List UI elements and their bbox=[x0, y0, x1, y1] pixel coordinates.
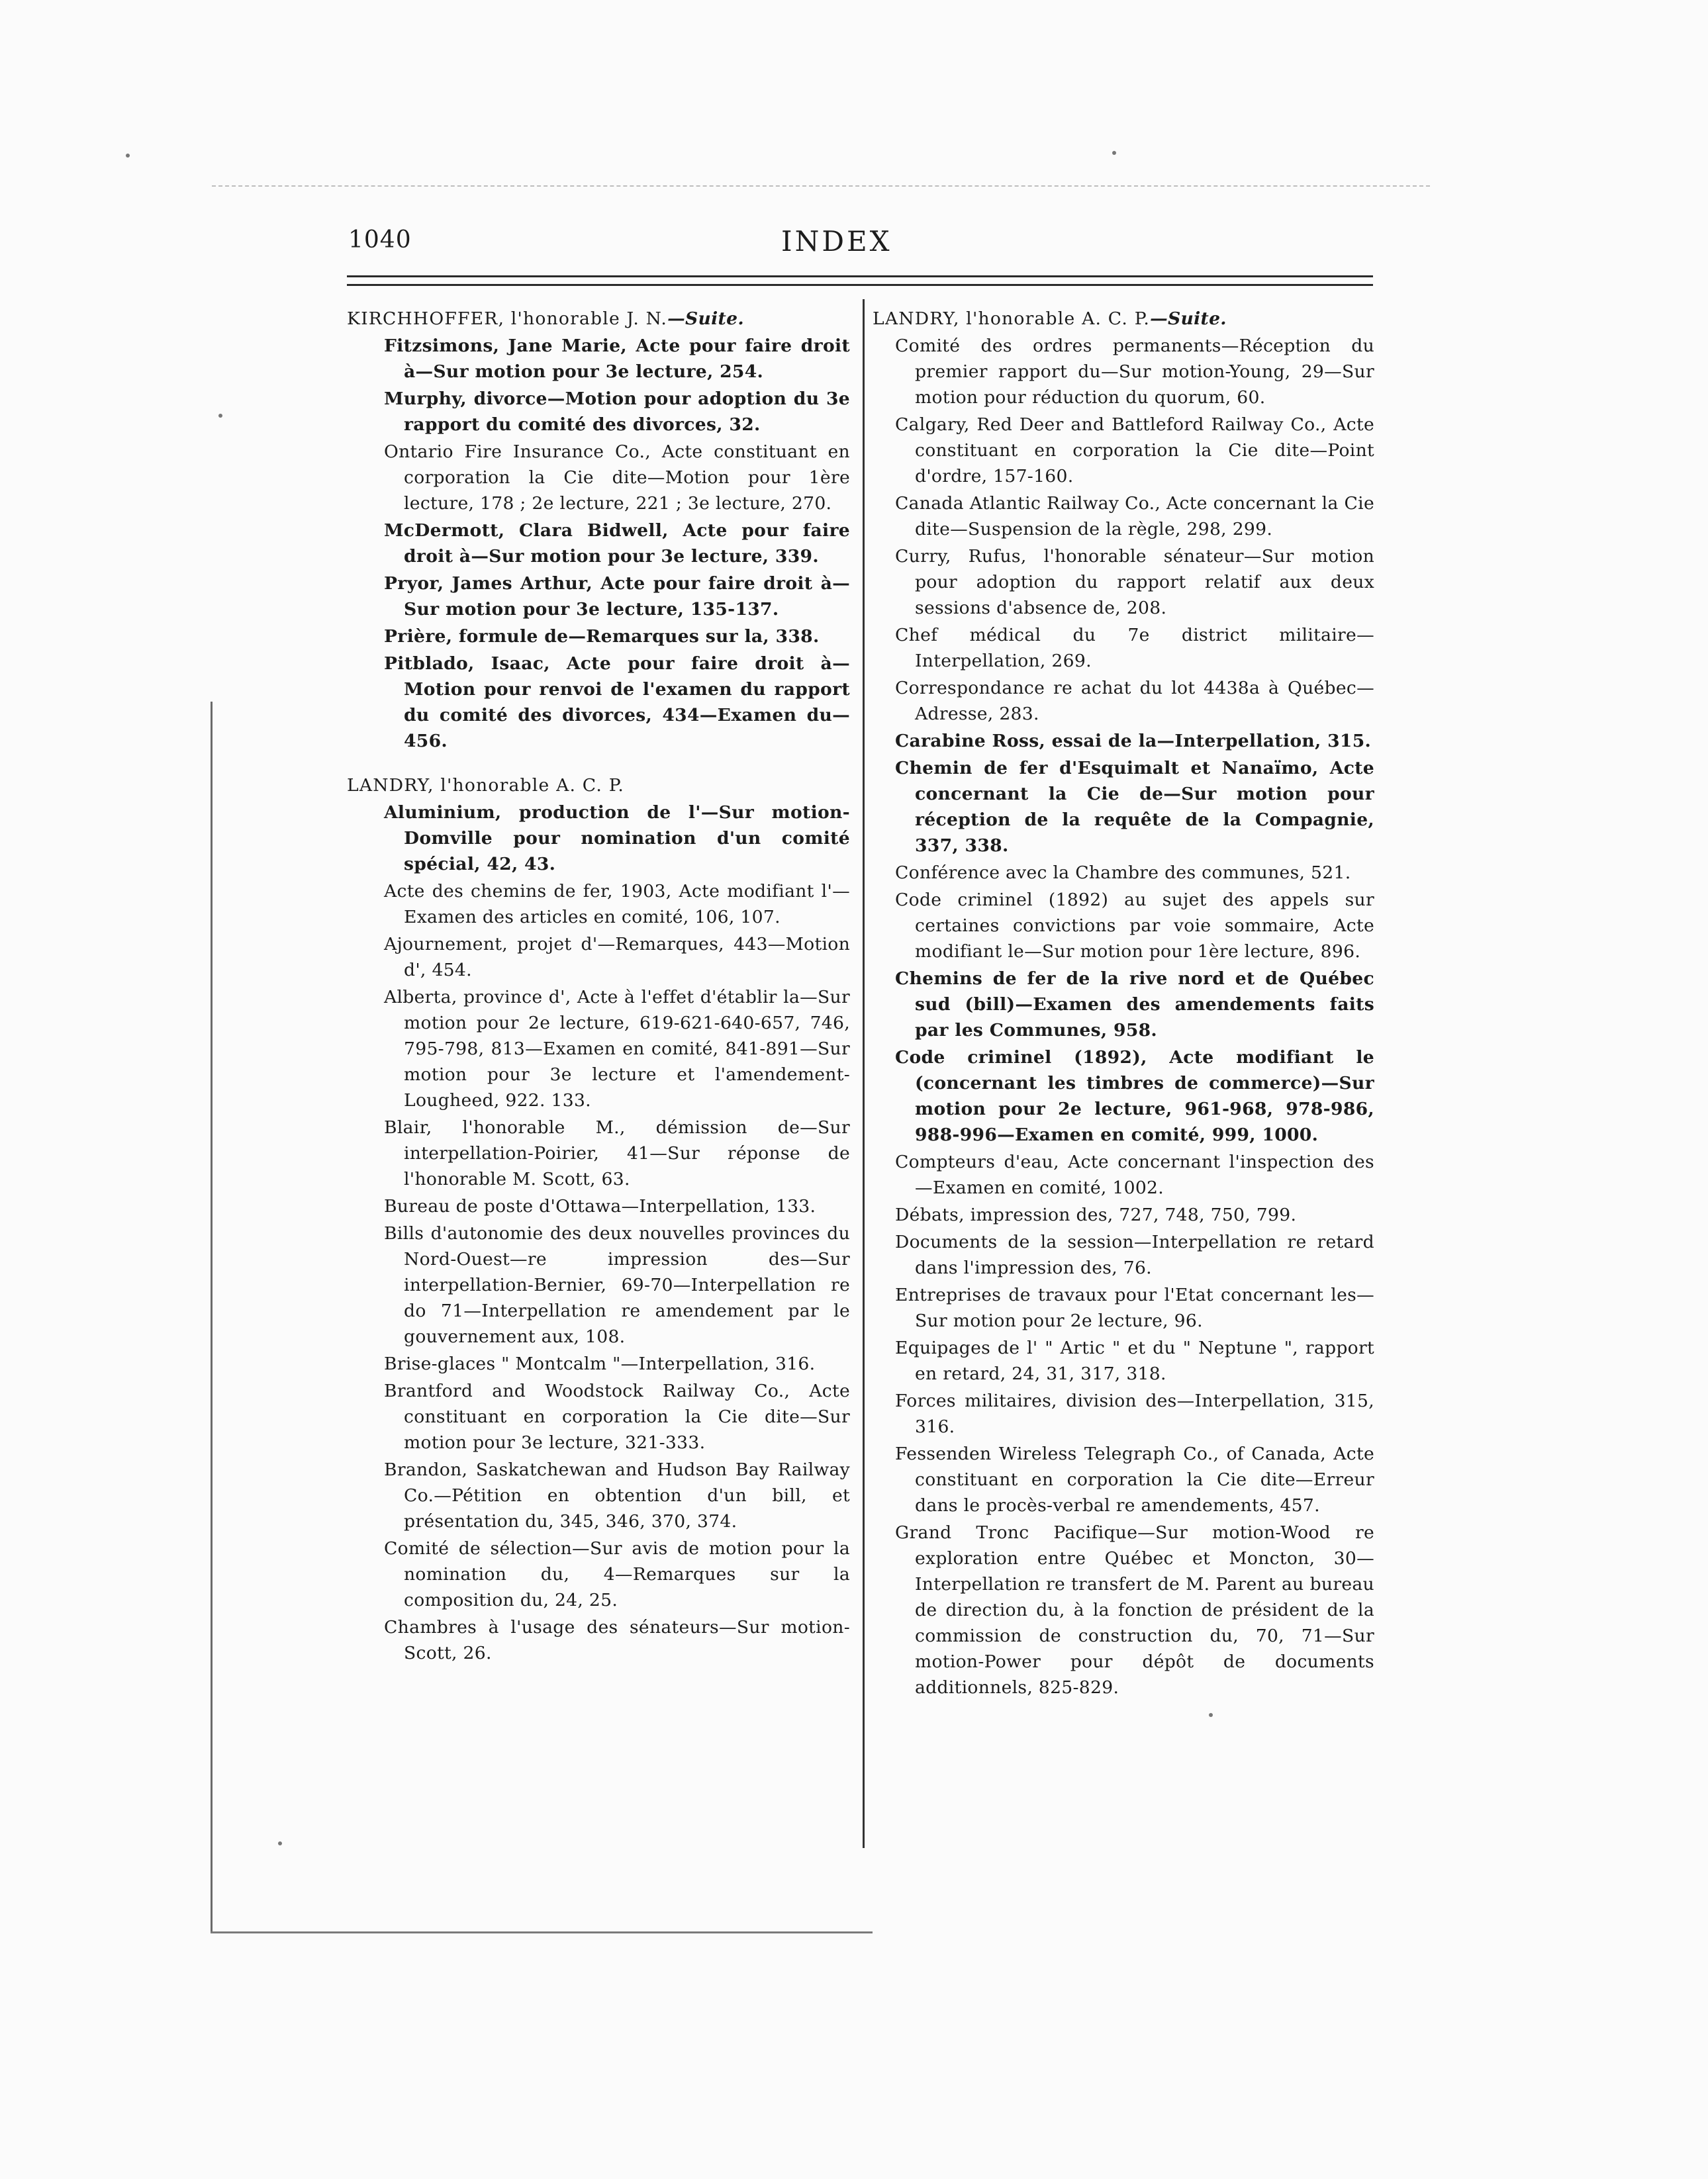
index-entry: Grand Tronc Pacifique—Sur motion-Wood re exploration entre Québec et Moncton, 30—Interpellation re transfert de M. Parent au bureau de direction du, à la fonction de président de la commission de construction du, 70, 71—Sur motion-Power pour dépôt de documents additionnels, 825-829. bbox=[895, 1522, 1374, 1698]
index-entry: Brandon, Saskatchewan and Hudson Bay Railway Co.—Pétition en obtention d'un bill, et présentation du, 345, 346, 370, 374. bbox=[384, 1460, 850, 1532]
heading-name: LANDRY, l'honorable A. C. P. bbox=[873, 308, 1151, 329]
scan-speck bbox=[278, 1841, 282, 1845]
entry-list bbox=[873, 333, 1374, 1700]
heading-name: LANDRY, l'honorable A. C. P. bbox=[347, 775, 625, 796]
index-entry: Acte des chemins de fer, 1903, Acte modifiant l'—Examen des articles en comité, 106, 107. bbox=[384, 881, 850, 927]
index-entry: McDermott, Clara Bidwell, Acte pour faire droit à—Sur motion pour 3e lecture, 339. bbox=[384, 520, 850, 567]
index-entry: Correspondance re achat du lot 4438a à Québec—Adresse, 283. bbox=[895, 678, 1374, 724]
index-section bbox=[347, 306, 850, 754]
index-entry: Curry, Rufus, l'honorable sénateur—Sur motion pour adoption du rapport relatif aux deux sessions d'absence de, 208. bbox=[895, 546, 1374, 618]
scan-edge-top bbox=[212, 185, 1430, 187]
header-double-rule bbox=[347, 275, 1373, 286]
index-entry: Débats, impression des, 727, 748, 750, 799. bbox=[895, 1205, 1297, 1225]
index-entry: Alberta, province d', Acte à l'effet d'établir la—Sur motion pour 2e lecture, 619-621-640-657, 746, 795-798, 813—Examen en comité, 841-891—Sur motion pour 3e lecture et l'amendement-Lougheed, 922. 133. bbox=[384, 987, 850, 1111]
heading-suffix: —Suite. bbox=[667, 308, 744, 329]
index-entry: Forces militaires, division des—Interpellation, 315, 316. bbox=[895, 1391, 1374, 1437]
index-entry: Pryor, James Arthur, Acte pour faire droit à—Sur motion pour 3e lecture, 135-137. bbox=[384, 573, 850, 620]
index-entry: Ontario Fire Insurance Co., Acte constituant en corporation la Cie dite—Motion pour 1ère lecture, 178 ; 2e lecture, 221 ; 3e lecture, 270. bbox=[384, 441, 850, 514]
section-heading bbox=[347, 306, 850, 332]
left-column bbox=[347, 306, 850, 1667]
scan-speck bbox=[126, 154, 130, 158]
scan-speck bbox=[1209, 1713, 1213, 1717]
index-entry: Comité de sélection—Sur avis de motion pour la nomination du, 4—Remarques sur la composition du, 24, 25. bbox=[384, 1538, 850, 1610]
index-entry: Chambres à l'usage des sénateurs—Sur motion-Scott, 26. bbox=[384, 1617, 850, 1663]
entry-list bbox=[347, 333, 850, 754]
index-entry: Prière, formule de—Remarques sur la, 338. bbox=[384, 626, 820, 647]
index-entry: Entreprises de travaux pour l'Etat concernant les—Sur motion pour 2e lecture, 96. bbox=[895, 1285, 1374, 1331]
index-section bbox=[347, 772, 850, 1666]
index-entry: Compteurs d'eau, Acte concernant l'inspection des—Examen en comité, 1002. bbox=[895, 1152, 1374, 1198]
section-heading bbox=[347, 772, 850, 798]
scan-edge-bottom bbox=[211, 1931, 873, 1933]
index-entry: Brise-glaces " Montcalm "—Interpellation, 316. bbox=[384, 1354, 816, 1374]
index-entry: Chef médical du 7e district militaire—Interpellation, 269. bbox=[895, 625, 1374, 671]
index-entry: Aluminium, production de l'—Sur motion-Domville pour nomination d'un comité spécial, 42, 43. bbox=[384, 802, 850, 874]
scan-speck bbox=[218, 414, 222, 418]
index-entry: Murphy, divorce—Motion pour adoption du 3e rapport du comité des divorces, 32. bbox=[384, 389, 850, 435]
index-entry: Carabine Ross, essai de la—Interpellation, 315. bbox=[895, 731, 1372, 751]
section-heading bbox=[873, 306, 1374, 332]
index-entry: Ajournement, projet d'—Remarques, 443—Motion d', 454. bbox=[384, 934, 850, 980]
index-entry: Equipages de l' " Artic " et du " Neptune ", rapport en retard, 24, 31, 317, 318. bbox=[895, 1338, 1374, 1384]
index-entry: Canada Atlantic Railway Co., Acte concernant la Cie dite—Suspension de la règle, 298, 299. bbox=[895, 493, 1374, 539]
index-entry: Comité des ordres permanents—Réception du premier rapport du—Sur motion-Young, 29—Sur motion pour réduction du quorum, 60. bbox=[895, 336, 1374, 408]
index-entry: Blair, l'honorable M., démission de—Sur interpellation-Poirier, 41—Sur réponse de l'honorable M. Scott, 63. bbox=[384, 1117, 850, 1189]
index-entry: Calgary, Red Deer and Battleford Railway Co., Acte constituant en corporation la Cie dite—Point d'ordre, 157-160. bbox=[895, 414, 1374, 487]
running-head-title: INDEX bbox=[781, 225, 892, 257]
index-section bbox=[873, 306, 1374, 1700]
index-entry: Chemins de fer de la rive nord et de Québec sud (bill)—Examen des amendements faits par les Communes, 958. bbox=[895, 968, 1374, 1041]
index-entry: Code criminel (1892) au sujet des appels sur certaines convictions par voie sommaire, Acte modifiant le—Sur motion pour 1ère lecture, 896. bbox=[895, 890, 1374, 962]
heading-name: KIRCHHOFFER, l'honorable J. N. bbox=[347, 308, 668, 329]
index-entry: Brantford and Woodstock Railway Co., Acte constituant en corporation la Cie dite—Sur motion pour 3e lecture, 321-333. bbox=[384, 1381, 850, 1453]
index-entry: Bills d'autonomie des deux nouvelles provinces du Nord-Ouest—re impression des—Sur interpellation-Bernier, 69-70—Interpellation re do 71—Interpellation re amendement par le gouvernement aux, 108. bbox=[384, 1223, 850, 1347]
column-divider-rule bbox=[863, 299, 865, 1848]
page-number: 1040 bbox=[348, 226, 412, 254]
index-entry: Chemin de fer d'Esquimalt et Nanaïmo, Acte concernant la Cie de—Sur motion pour réception de la requête de la Compagnie, 337, 338. bbox=[895, 758, 1374, 856]
index-entry: Code criminel (1892), Acte modifiant le (concernant les timbres de commerce)—Sur motion pour 2e lecture, 961-968, 978-986, 988-996—Examen en comité, 999, 1000. bbox=[895, 1047, 1374, 1145]
index-entry: Documents de la session—Interpellation re retard dans l'impression des, 76. bbox=[895, 1232, 1374, 1278]
right-column bbox=[873, 306, 1374, 1702]
index-entry: Fitzsimons, Jane Marie, Acte pour faire droit à—Sur motion pour 3e lecture, 254. bbox=[384, 336, 850, 382]
heading-suffix: —Suite. bbox=[1150, 308, 1227, 329]
scan-edge-left bbox=[211, 702, 213, 1933]
scan-speck bbox=[1112, 151, 1116, 155]
index-entry: Conférence avec la Chambre des communes, 521. bbox=[895, 862, 1351, 883]
index-entry: Pitblado, Isaac, Acte pour faire droit à—Motion pour renvoi de l'examen du rapport du comité des divorces, 434—Examen du—456. bbox=[384, 653, 850, 751]
entry-list bbox=[347, 800, 850, 1666]
index-entry: Bureau de poste d'Ottawa—Interpellation, 133. bbox=[384, 1196, 816, 1217]
index-entry: Fessenden Wireless Telegraph Co., of Canada, Acte constituant en corporation la Cie dite—Erreur dans le procès-verbal re amendements, 457. bbox=[895, 1444, 1374, 1516]
